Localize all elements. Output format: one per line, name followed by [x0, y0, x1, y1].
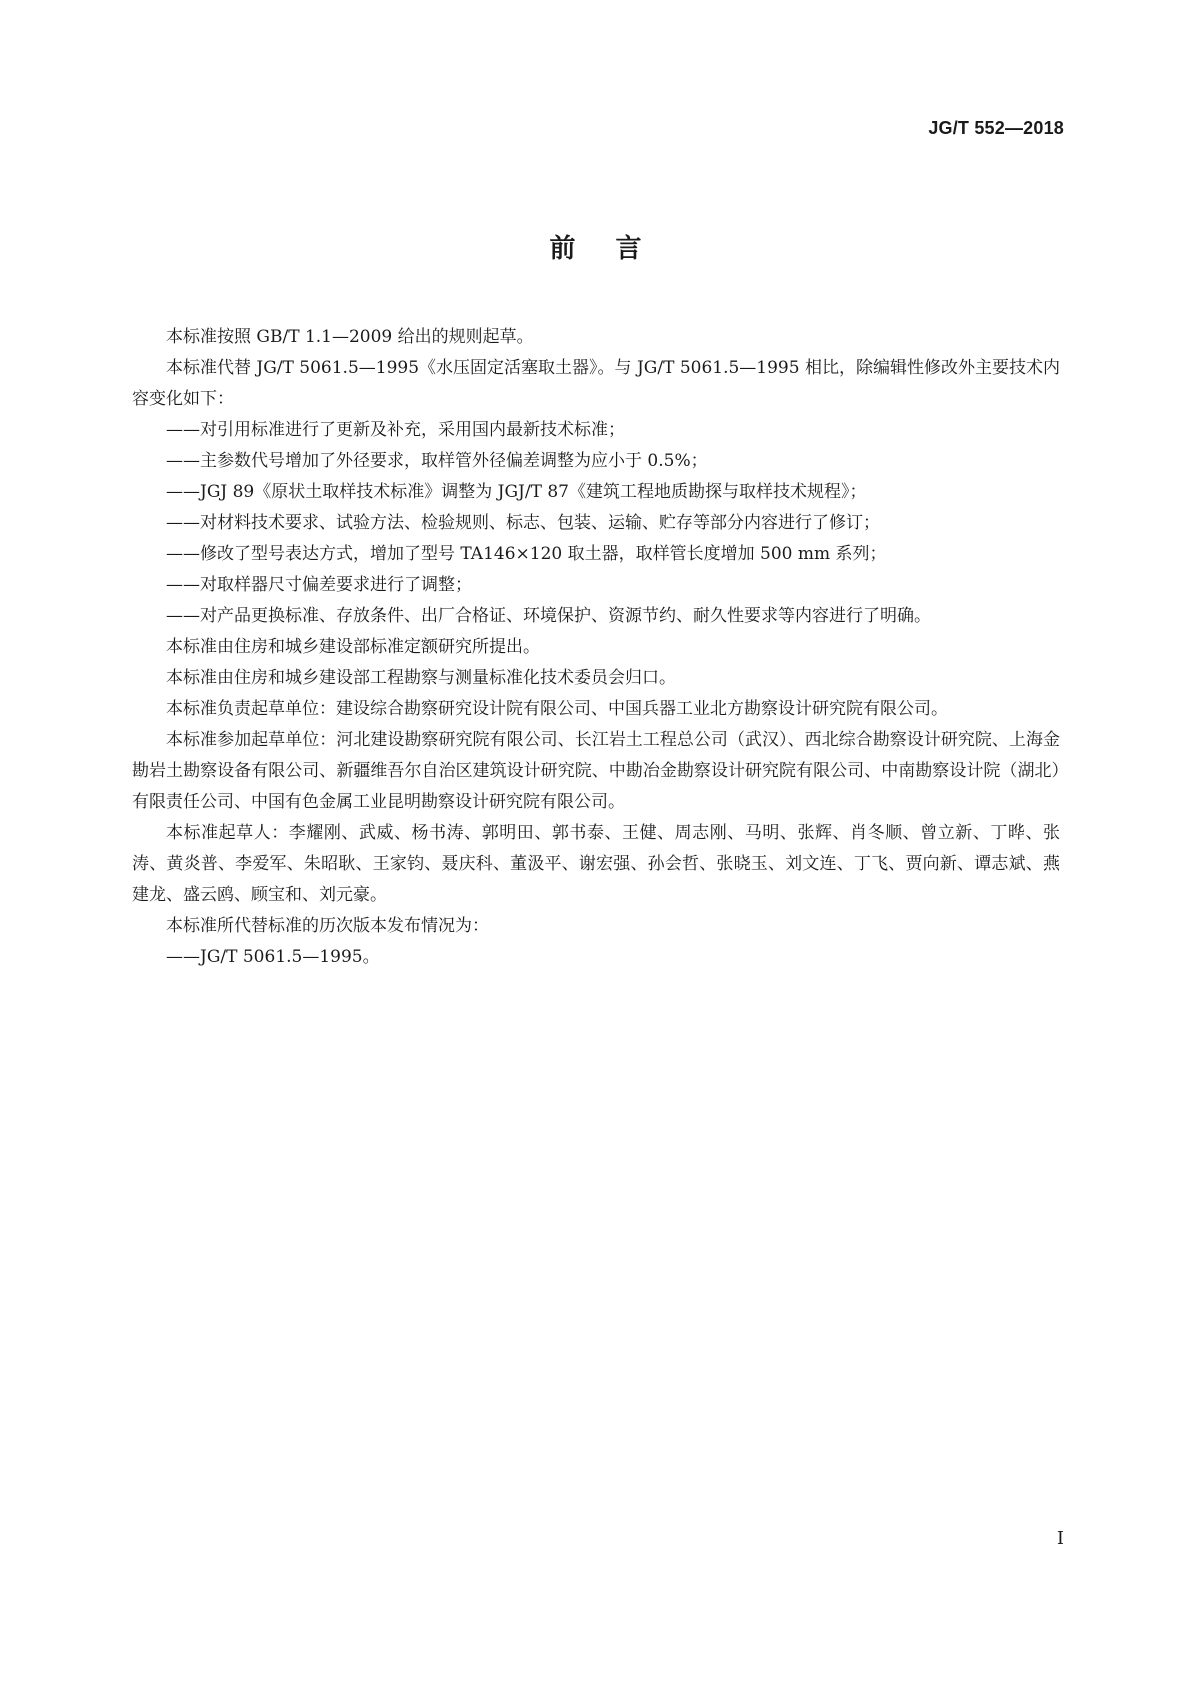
paragraph-history-intro: 本标准所代替标准的历次版本发布情况为：: [166, 916, 489, 936]
history-item: ——JG/T 5061.5—1995。: [166, 947, 380, 967]
paragraph-lead-drafters: 本标准负责起草单位：建设综合勘察研究设计院有限公司、中国兵器工业北方勘察设计研究院有限公司。: [166, 699, 948, 719]
paragraph-proposer: 本标准由住房和城乡建设部标准定额研究所提出。: [166, 637, 540, 657]
page-title: 前言: [549, 234, 682, 264]
change-item: ——对取样器尺寸偏差要求进行了调整；: [166, 575, 472, 595]
change-item: ——对材料技术要求、试验方法、检验规则、标志、包装、运输、贮存等部分内容进行了修订；: [166, 513, 880, 533]
paragraph-participating-drafters: 本标准参加起草单位：河北建设勘察研究院有限公司、长江岩土工程总公司（武汉）、西北综合勘察设计研究院、上海金勘岩土勘察设备有限公司、新疆维吾尔自治区建筑设计研究院、中勘冶金勘察设计研究院有限公司、中南勘察设计院（湖北）有限责任公司、中国有色金属工业昆明勘察设计研究院有限公司。: [132, 730, 1060, 812]
paragraph-drafting-rules: 本标准按照 GB/T 1.1—2009 给出的规则起草。: [166, 327, 534, 347]
standard-code: JG/T 552—2018: [928, 118, 1064, 138]
paragraph-replacement: 本标准代替 JG/T 5061.5—1995《水压固定活塞取土器》。与 JG/T 5061.5—1995 相比，除编辑性修改外主要技术内容变化如下：: [132, 358, 1060, 409]
change-item: ——对引用标准进行了更新及补充，采用国内最新技术标准；: [166, 420, 625, 440]
change-item: ——主参数代号增加了外径要求，取样管外径偏差调整为应小于 0.5%；: [166, 451, 708, 471]
change-item: ——修改了型号表达方式，增加了型号 TA146×120 取土器，取样管长度增加 500 mm 系列；: [166, 544, 887, 564]
foreword-body: [132, 322, 1060, 973]
change-item: ——JGJ 89《原状土取样技术标准》调整为 JGJ/T 87《建筑工程地质勘探与取样技术规程》；: [166, 482, 867, 502]
page-number: I: [1056, 1528, 1064, 1549]
paragraph-drafting-persons: 本标准起草人：李耀刚、武威、杨书涛、郭明田、郭书泰、王健、周志刚、马明、张辉、肖冬顺、曾立新、丁晔、张涛、黄炎普、李爱军、朱昭耿、王家钧、聂庆科、董汲平、谢宏强、孙会哲、张晓玉、刘文连、丁飞、贾向新、谭志斌、燕建龙、盛云鸥、顾宝和、刘元豪。: [132, 823, 1060, 905]
change-item: ——对产品更换标准、存放条件、出厂合格证、环境保护、资源节约、耐久性要求等内容进行了明确。: [166, 606, 931, 626]
paragraph-committee: 本标准由住房和城乡建设部工程勘察与测量标准化技术委员会归口。: [166, 668, 676, 688]
